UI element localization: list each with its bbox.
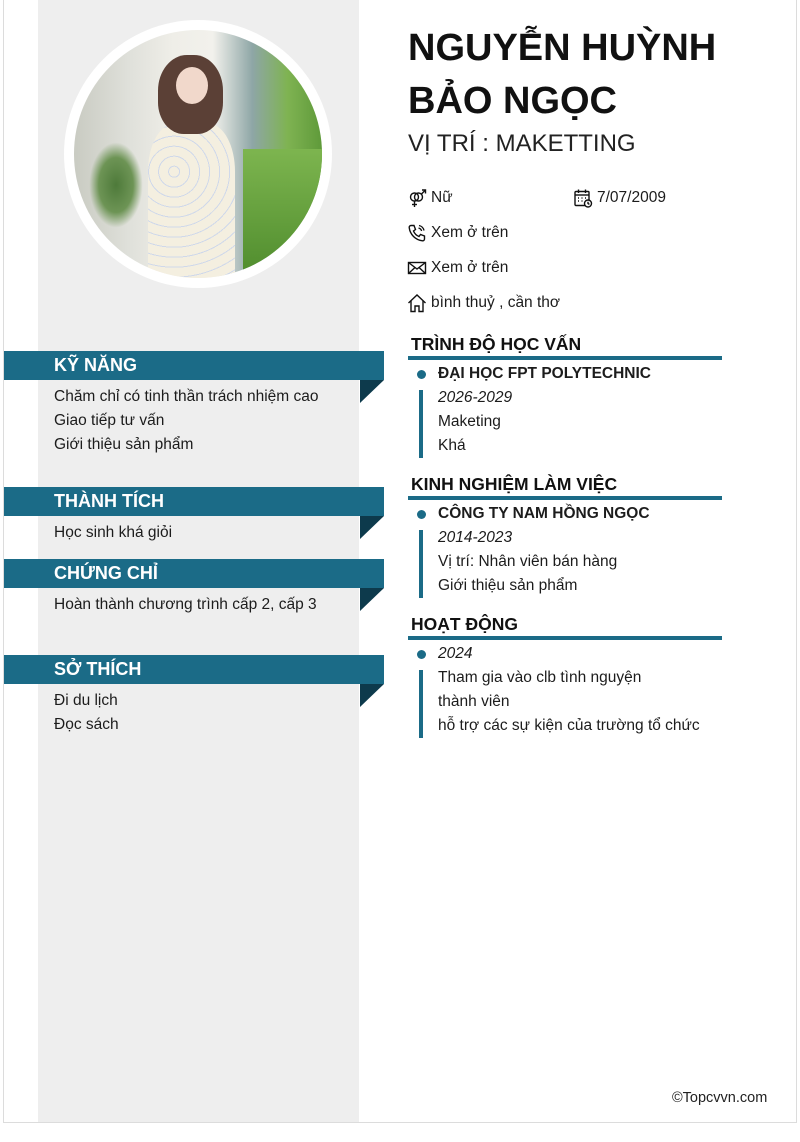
address-field	[407, 293, 560, 313]
education-major: Maketing	[438, 413, 501, 430]
timeline-dot	[417, 510, 426, 519]
gender-field	[407, 188, 453, 208]
banner-fold	[360, 516, 384, 539]
copyright: ©Topcvvn.com	[672, 1090, 768, 1106]
address-value: bình thuỷ , cần thơ	[431, 294, 561, 311]
avatar	[64, 20, 332, 288]
email-value: Xem ở trên	[431, 259, 509, 276]
timeline-bar	[419, 390, 423, 458]
activity-line: hỗ trợ các sự kiện của trường tổ chức	[438, 717, 700, 734]
timeline-dot	[417, 370, 426, 379]
activities-section	[408, 612, 722, 738]
education-entry	[408, 362, 722, 458]
banner-fold	[360, 588, 384, 611]
section-title: CHỨNG CHỈ	[4, 559, 384, 588]
certificate-item: Hoàn thành chương trình cấp 2, cấp 3	[54, 596, 317, 613]
experience-role: Vị trí: Nhân viên bán hàng	[438, 553, 618, 570]
hobby-item: Đi du lịch	[54, 692, 118, 709]
skill-item: Giới thiệu sản phẩm	[54, 436, 194, 453]
certificates-section	[4, 559, 384, 617]
section-title: KINH NGHIỆM LÀM VIỆC	[408, 472, 722, 500]
activity-line: Tham gia vào clb tình nguyện	[438, 669, 642, 686]
education-period: 2026-2029	[438, 389, 513, 406]
activity-line: thành viên	[438, 693, 510, 710]
timeline-bar	[419, 530, 423, 598]
gender-value: Nữ	[431, 189, 453, 206]
email-field	[407, 258, 508, 278]
timeline-dot	[417, 650, 426, 659]
section-title: THÀNH TÍCH	[4, 487, 384, 516]
experience-period: 2014-2023	[438, 529, 513, 546]
calendar-icon	[573, 188, 593, 208]
activity-entry	[408, 642, 722, 738]
phone-value: Xem ở trên	[431, 224, 509, 241]
gender-icon	[407, 188, 427, 208]
mail-icon	[407, 258, 427, 278]
skills-section	[4, 351, 384, 457]
experience-section	[408, 472, 722, 598]
phone-icon	[407, 223, 427, 243]
section-title: SỞ THÍCH	[4, 655, 384, 684]
education-grade: Khá	[438, 437, 466, 454]
hobbies-section	[4, 655, 384, 737]
banner-fold	[360, 684, 384, 707]
school-name: ĐẠI HỌC FPT POLYTECHNIC	[438, 365, 651, 382]
section-title: KỸ NĂNG	[4, 351, 384, 380]
candidate-name: NGUYỄN HUỲNH BẢO NGỌC	[408, 27, 717, 122]
phone-field	[407, 223, 508, 243]
profile-photo	[74, 30, 322, 278]
section-title: TRÌNH ĐỘ HỌC VẤN	[408, 332, 722, 360]
job-position: VỊ TRÍ : MAKETTING	[408, 130, 636, 157]
experience-entry	[408, 502, 722, 598]
education-section	[408, 332, 722, 458]
skill-item: Chăm chỉ có tinh thần trách nhiệm cao	[54, 388, 319, 405]
company-name: CÔNG TY NAM HỒNG NGỌC	[438, 505, 650, 522]
skill-item: Giao tiếp tư vấn	[54, 412, 165, 429]
hobby-item: Đọc sách	[54, 716, 119, 733]
birthday-value: 7/07/2009	[597, 189, 666, 206]
achievements-section	[4, 487, 384, 545]
section-title: HOẠT ĐỘNG	[408, 612, 722, 640]
activity-period: 2024	[438, 645, 473, 662]
timeline-bar	[419, 670, 423, 738]
birthday-field	[573, 188, 666, 208]
home-icon	[407, 293, 427, 313]
achievement-item: Học sinh khá giỏi	[54, 524, 173, 541]
banner-fold	[360, 380, 384, 403]
experience-description: Giới thiệu sản phẩm	[438, 577, 578, 594]
